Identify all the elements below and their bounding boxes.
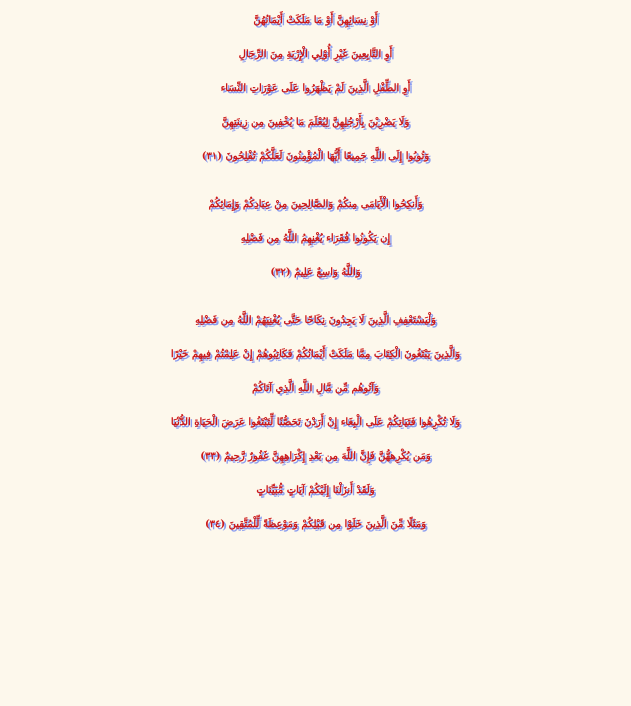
verse-line: وَمَن يُكْرِههُّنَّ فَإِنَّ اللَّهَ مِن بَعْدِ إِكْرَاهِهِنَّ غَفُورٌ رَّحِيمٌ (٣٣) <box>200 451 431 462</box>
verse-line: أَوْ نِسَائِهِنَّ أَوْ مَا مَلَكَتْ أَيْمَانُهُنَّ <box>253 15 378 26</box>
verse-line: أَوِ التَّابِعِينَ غَيْرِ أُوْلِي الْإِرْبَةِ مِنَ الرِّجَالِ <box>238 49 393 60</box>
stanza-gap <box>0 292 631 306</box>
verse-line: وَلَا تُكْرِهُوا فَتَيَاتِكُمْ عَلَى الْبِغَاء إِنْ أَرَدْنَ تَحَصُّنًا لِّتَبْتَغُوا عَرَضَ الْحَيَاةِ الدُّنْيَا <box>170 417 461 428</box>
stanza-gap <box>0 176 631 190</box>
verse-line: وَتُوبُوا إِلَى اللَّهِ جَمِيعًا أَيُّهَا الْمُؤْمِنُونَ لَعَلَّكُمْ تُفْلِحُونَ (٣١) <box>201 151 430 162</box>
verse-line: وَلْيَسْتَعْفِفِ الَّذِينَ لَا يَجِدُونَ نِكَاحًا حَتَّى يُغْنِيَهُمْ اللَّهُ مِن فَضْلِهِ <box>195 315 436 326</box>
verse-line: أَوِ الطِّفْلِ الَّذِينَ لَمْ يَظْهَرُوا عَلَى عَوْرَاتِ النِّسَاء <box>220 83 411 94</box>
verse-line: وَأَنكِحُوا الْأَيَامَى مِنكُمْ وَالصَّالِحِينَ مِنْ عِبَادِكُمْ وَإِمَائِكُمْ <box>208 199 423 210</box>
verse-line: وَآتُوهُم مِّن مَّالِ اللَّهِ الَّذِي آتَاكُمْ <box>252 383 379 394</box>
verse-line: وَالَّذِينَ يَبْتَغُونَ الْكِتَابَ مِمَّا مَلَكَتْ أَيْمَانُكُمْ فَكَاتِبُوهُمْ إِنْ عَلِمْتُمْ فِيهِمْ خَيْرًا <box>170 349 461 360</box>
verse-line: إِن يَكُونُوا فُقَرَاء يُغْنِهِمُ اللَّهُ مِن فَضْلِهِ <box>240 233 391 244</box>
verse-line: وَلَقَدْ أَنزَلْنَا إِلَيْكُمْ آيَاتٍ مُّبَيِّنَاتٍ <box>256 485 375 496</box>
verse-line: وَلَا يَضْرِبْنَ بِأَرْجُلِهِنَّ لِيُعْلَمَ مَا يُخْفِينَ مِن زِينَتِهِنَّ <box>221 117 410 128</box>
verse-line: وَمَثَلًا مِّنَ الَّذِينَ خَلَوْا مِن قَبْلِكُمْ وَمَوْعِظَةً لِّلْمُتَّقِينَ (٣٤) <box>204 519 427 530</box>
verse-line: وَاللَّهُ وَاسِعٌ عَلِيمٌ (٣٢) <box>270 267 361 278</box>
